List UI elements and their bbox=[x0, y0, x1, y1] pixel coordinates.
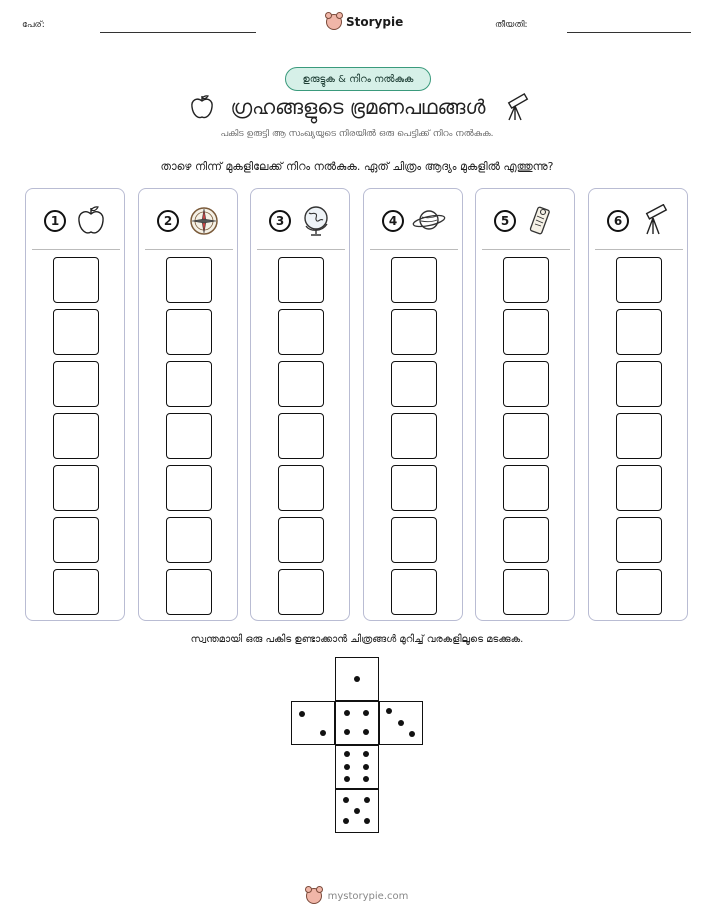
column-divider bbox=[257, 249, 345, 250]
date-line[interactable] bbox=[567, 32, 691, 33]
die-face-6 bbox=[335, 745, 379, 789]
die-pip bbox=[363, 776, 369, 782]
die-pip bbox=[363, 729, 369, 735]
color-box[interactable] bbox=[166, 517, 212, 563]
die-pip bbox=[364, 797, 370, 803]
color-box[interactable] bbox=[53, 257, 99, 303]
brand-logo bbox=[326, 14, 403, 30]
name-label: പേര്: bbox=[22, 20, 45, 30]
color-box[interactable] bbox=[53, 569, 99, 615]
color-box[interactable] bbox=[166, 361, 212, 407]
date-label: തീയതി: bbox=[495, 20, 528, 30]
column-2 bbox=[138, 188, 238, 621]
column-3 bbox=[250, 188, 350, 621]
color-box[interactable] bbox=[503, 569, 549, 615]
color-box[interactable] bbox=[503, 517, 549, 563]
die-pip bbox=[320, 730, 326, 736]
color-box[interactable] bbox=[391, 361, 437, 407]
bear-logo-icon bbox=[326, 14, 342, 30]
color-box[interactable] bbox=[278, 361, 324, 407]
die-pip bbox=[344, 729, 350, 735]
die-pip bbox=[343, 818, 349, 824]
column-header bbox=[370, 201, 458, 241]
color-box[interactable] bbox=[53, 465, 99, 511]
die-note: സ്വന്തമായി ഒരു പകിട ഉണ്ടാക്കാൻ ചിത്രങ്ങൾ മുറിച്ച് വരകളിലൂടെ മടക്കുക. bbox=[190, 634, 524, 645]
color-box[interactable] bbox=[166, 465, 212, 511]
column-6 bbox=[588, 188, 688, 621]
color-box[interactable] bbox=[53, 413, 99, 459]
compass-icon bbox=[187, 204, 221, 238]
color-box[interactable] bbox=[278, 517, 324, 563]
color-box[interactable] bbox=[278, 465, 324, 511]
column-divider bbox=[145, 249, 233, 250]
column-header bbox=[482, 201, 570, 241]
die-face-1 bbox=[335, 657, 379, 701]
color-box[interactable] bbox=[391, 517, 437, 563]
column-header bbox=[145, 201, 233, 241]
die-pip bbox=[363, 751, 369, 757]
color-box[interactable] bbox=[503, 361, 549, 407]
brand-name: Storypie bbox=[346, 15, 404, 29]
name-line[interactable] bbox=[100, 32, 256, 33]
color-box[interactable] bbox=[166, 413, 212, 459]
die-pip bbox=[344, 751, 350, 757]
column-4 bbox=[363, 188, 463, 621]
activity-badge: ഉരുട്ടുക & നിറം നൽകുക bbox=[285, 67, 431, 91]
color-box[interactable] bbox=[503, 465, 549, 511]
color-box[interactable] bbox=[503, 309, 549, 355]
color-box[interactable] bbox=[616, 257, 662, 303]
column-header bbox=[257, 201, 345, 241]
color-box[interactable] bbox=[166, 257, 212, 303]
map-scroll-icon bbox=[524, 204, 558, 238]
column-number: 1 bbox=[44, 210, 66, 232]
die-pip bbox=[409, 731, 415, 737]
die-pip bbox=[343, 797, 349, 803]
die-pip bbox=[386, 708, 392, 714]
color-box[interactable] bbox=[166, 569, 212, 615]
die-pip bbox=[364, 818, 370, 824]
column-number: 6 bbox=[607, 210, 629, 232]
color-box[interactable] bbox=[391, 569, 437, 615]
color-box[interactable] bbox=[616, 413, 662, 459]
die-pip bbox=[363, 764, 369, 770]
color-box[interactable] bbox=[616, 465, 662, 511]
die-pip bbox=[354, 808, 360, 814]
column-number: 4 bbox=[382, 210, 404, 232]
die-pip bbox=[344, 776, 350, 782]
color-box[interactable] bbox=[278, 309, 324, 355]
die-pip bbox=[398, 720, 404, 726]
column-divider bbox=[32, 249, 120, 250]
globe-icon bbox=[299, 204, 333, 238]
color-box[interactable] bbox=[503, 413, 549, 459]
die-pip bbox=[344, 710, 350, 716]
column-number: 5 bbox=[494, 210, 516, 232]
die-pip bbox=[344, 764, 350, 770]
apple-icon bbox=[74, 204, 108, 238]
die-face-4 bbox=[335, 701, 379, 745]
bear-logo-icon bbox=[306, 888, 322, 904]
die-pip bbox=[363, 710, 369, 716]
column-5 bbox=[475, 188, 575, 621]
planet-icon bbox=[412, 204, 446, 238]
color-box[interactable] bbox=[391, 257, 437, 303]
die-pip bbox=[299, 711, 305, 717]
column-header bbox=[595, 201, 683, 241]
column-header bbox=[32, 201, 120, 241]
instruction-text: താഴെ നിന്ന് മുകളിലേക്ക് നിറം നൽകുക. ഏത് ചിത്രം ആദ്യം മുകളിൽ എത്തുന്നു? bbox=[160, 160, 554, 173]
column-number: 2 bbox=[157, 210, 179, 232]
column-1 bbox=[25, 188, 125, 621]
color-box[interactable] bbox=[391, 465, 437, 511]
footer-url[interactable]: mystorypie.com bbox=[327, 890, 409, 902]
color-box[interactable] bbox=[53, 361, 99, 407]
color-box[interactable] bbox=[616, 569, 662, 615]
color-box[interactable] bbox=[278, 257, 324, 303]
color-box[interactable] bbox=[278, 413, 324, 459]
color-box[interactable] bbox=[616, 517, 662, 563]
die-pip bbox=[354, 676, 360, 682]
color-box[interactable] bbox=[278, 569, 324, 615]
column-divider bbox=[370, 249, 458, 250]
color-box[interactable] bbox=[391, 309, 437, 355]
column-divider bbox=[482, 249, 570, 250]
color-box[interactable] bbox=[616, 309, 662, 355]
color-box[interactable] bbox=[391, 413, 437, 459]
color-box[interactable] bbox=[503, 257, 549, 303]
die-face-3 bbox=[379, 701, 423, 745]
page-title: ഗ്രഹങ്ങളുടെ ഭ്രമണപഥങ്ങൾ bbox=[230, 95, 486, 119]
die-face-2 bbox=[291, 701, 335, 745]
color-box[interactable] bbox=[166, 309, 212, 355]
die-face-5 bbox=[335, 789, 379, 833]
apple-icon bbox=[189, 93, 215, 121]
color-box[interactable] bbox=[616, 361, 662, 407]
footer bbox=[0, 888, 714, 904]
telescope-icon bbox=[637, 204, 671, 238]
column-divider bbox=[595, 249, 683, 250]
color-box[interactable] bbox=[53, 309, 99, 355]
title-row bbox=[160, 92, 560, 122]
subtitle: പകിട ഉരുട്ടി ആ സംഖ്യയുടെ നിരയിൽ ഒരു പെട്ടിക്ക് നിറം നൽകുക. bbox=[220, 129, 494, 139]
column-number: 3 bbox=[269, 210, 291, 232]
color-box[interactable] bbox=[53, 517, 99, 563]
telescope-icon bbox=[501, 92, 531, 122]
